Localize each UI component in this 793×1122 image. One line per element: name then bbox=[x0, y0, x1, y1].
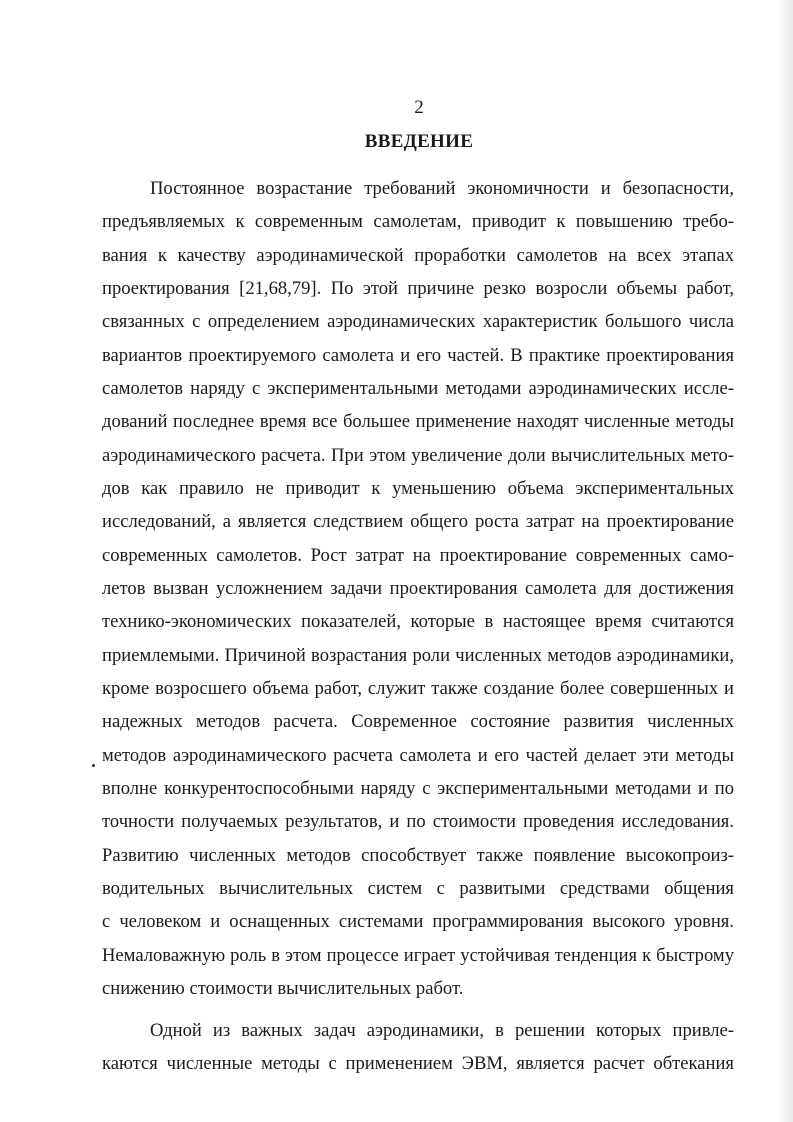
paragraph-line: снижению стоимости вычислительных работ. bbox=[102, 978, 464, 999]
paragraph-line: точности получаемых результатов, и по стоимости проведения исследования. bbox=[102, 811, 734, 832]
paragraph-line: методов аэродинамического расчета самолета и его частей делает эти методы bbox=[102, 745, 734, 766]
paragraph-line: приемлемыми. Причиной возрастания роли численных методов аэродинамики, bbox=[102, 645, 734, 666]
paragraph-line: дований последнее время все большее применение находят численные методы bbox=[102, 411, 734, 432]
paragraph-line: дов как правило не приводит к уменьшению объема экспериментальных bbox=[102, 478, 734, 499]
scan-speck bbox=[92, 764, 95, 767]
paragraph-line: вариантов проектируемого самолета и его частей. В практике проектирования bbox=[102, 345, 734, 366]
paragraph-line: исследований, а является следствием общего роста затрат на проектирование bbox=[102, 511, 734, 532]
section-title: ВВЕДЕНИЕ bbox=[364, 131, 474, 152]
paragraph-line: Немаловажную роль в этом процессе играет устойчивая тенденция к быстрому bbox=[102, 945, 734, 966]
paragraph-line: самолетов наряду с экспериментальными методами аэродинамических иссле- bbox=[102, 378, 734, 399]
paragraph-line: предъявляемых к современным самолетам, приводит к повышению требо- bbox=[102, 211, 734, 232]
paragraph-line: водительных вычислительных систем с развитыми средствами общения bbox=[102, 878, 734, 899]
paragraph-line: Развитию численных методов способствует также появление высокопроиз- bbox=[102, 845, 734, 866]
page-number: 2 bbox=[414, 97, 424, 118]
paragraph-line: Одной из важных задач аэродинамики, в решении которых привле- bbox=[150, 1020, 734, 1041]
paragraph-line: кроме возросшего объема работ, служит также создание более совершенных и bbox=[102, 678, 734, 699]
paragraph-line: аэродинамического расчета. При этом увеличение доли вычислительных мето- bbox=[102, 445, 734, 466]
scan-edge-shadow bbox=[777, 0, 793, 1122]
paragraph-line: летов вызван усложнением задачи проектирования самолета для достижения bbox=[102, 578, 734, 599]
paragraph-line: связанных с определением аэродинамических характеристик большого числа bbox=[102, 311, 734, 332]
paragraph-line: вполне конкурентоспособными наряду с экспериментальными методами и по bbox=[102, 778, 734, 799]
paragraph-line: каются численные методы с применением ЭВМ, является расчет обтекания bbox=[102, 1053, 734, 1074]
paragraph-line: Постоянное возрастание требований экономичности и безопасности, bbox=[150, 178, 734, 199]
paragraph-line: вания к качеству аэродинамической проработки самолетов на всех этапах bbox=[102, 245, 734, 266]
paragraph-line: надежных методов расчета. Современное состояние развития численных bbox=[102, 711, 734, 732]
paragraph-line: технико-экономических показателей, которые в настоящее время считаются bbox=[102, 611, 734, 632]
paragraph-line: проектирования [21,68,79]. По этой причине резко возросли объемы работ, bbox=[102, 278, 734, 299]
paragraph-line: с человеком и оснащенных системами программирования высокого уровня. bbox=[102, 911, 734, 932]
paragraph-line: современных самолетов. Рост затрат на проектирование современных само- bbox=[102, 545, 734, 566]
